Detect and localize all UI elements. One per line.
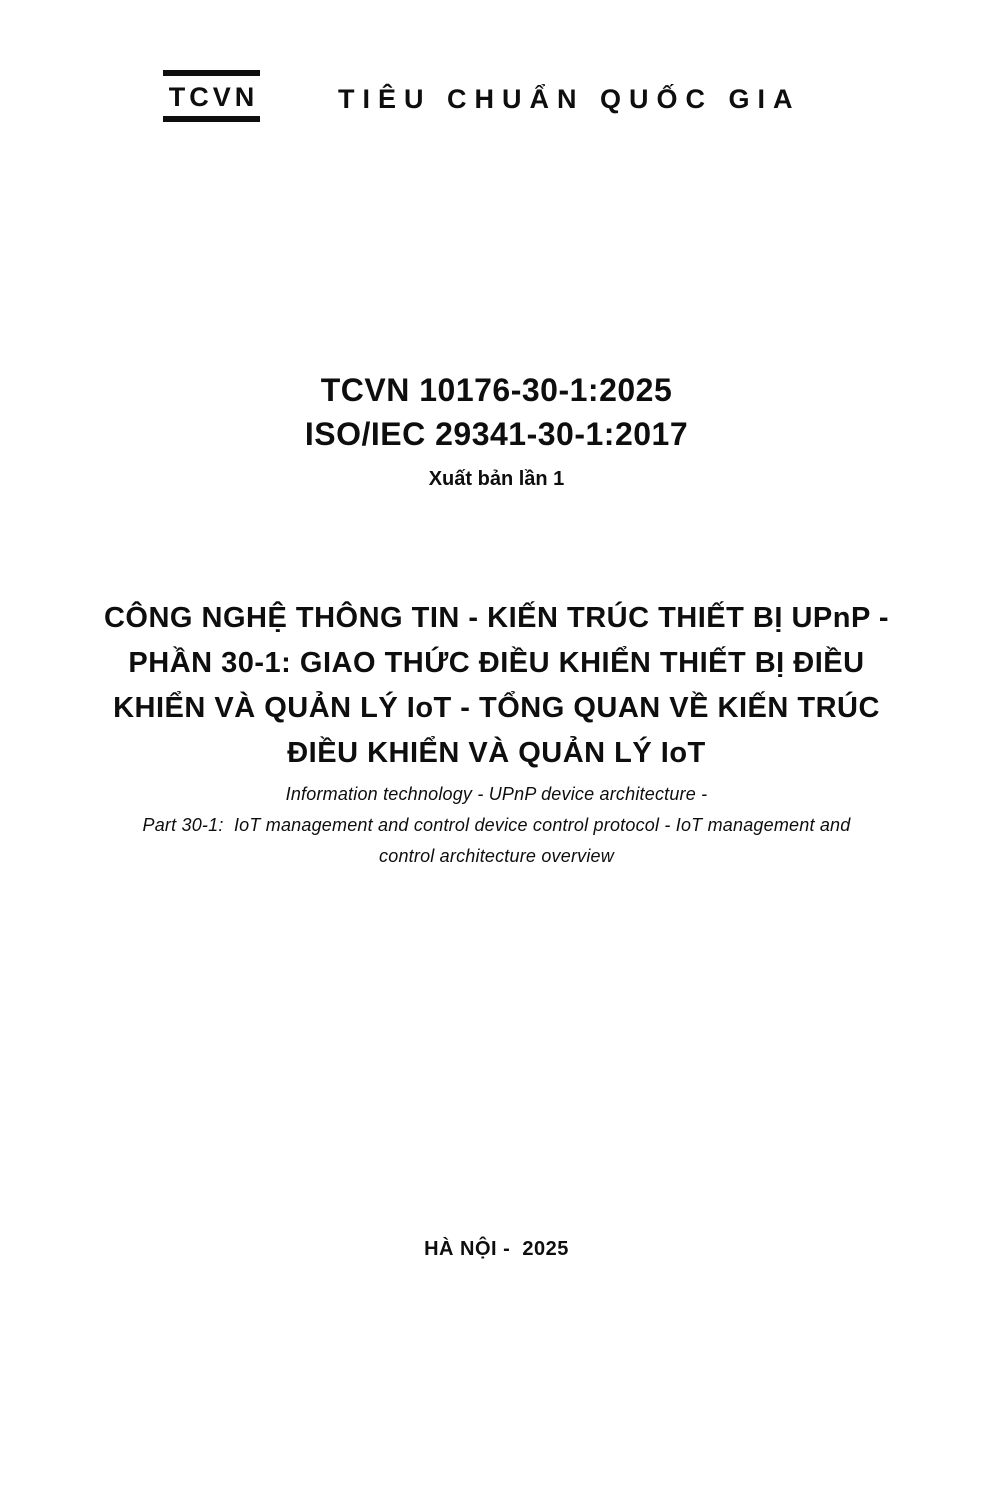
tcvn-logo: TCVN	[163, 70, 260, 122]
title-vi-line-1: CÔNG NGHỆ THÔNG TIN - KIẾN TRÚC THIẾT BỊ UPnP -	[103, 602, 890, 634]
standard-designation-block	[0, 368, 993, 493]
edition-note: Xuất bản lần 1	[428, 468, 565, 490]
standard-number-tcvn: TCVN 10176-30-1:2025	[320, 372, 673, 408]
standard-number-iso: ISO/IEC 29341-30-1:2017	[304, 416, 689, 452]
title-vietnamese	[0, 596, 993, 776]
title-vi-line-2: PHẦN 30-1: GIAO THỨC ĐIỀU KHIỂN THIẾT BỊ ĐIỀU	[128, 647, 865, 679]
national-standard-heading: TIÊU CHUẨN QUỐC GIA	[338, 84, 801, 114]
place-year: HÀ NỘI - 2025	[424, 1238, 569, 1260]
title-en-line-2: Part 30-1: IoT management and control device control protocol - IoT management and	[142, 815, 851, 835]
title-vi-line-4: ĐIỀU KHIỂN VÀ QUẢN LÝ IoT	[287, 737, 706, 769]
title-english	[0, 779, 993, 872]
title-en-line-1: Information technology - UPnP device architecture -	[285, 784, 708, 804]
title-vi-line-3: KHIỂN VÀ QUẢN LÝ IoT - TỔNG QUAN VỀ KIẾN TRÚC	[113, 692, 880, 724]
title-en-line-3: control architecture overview	[379, 846, 614, 866]
